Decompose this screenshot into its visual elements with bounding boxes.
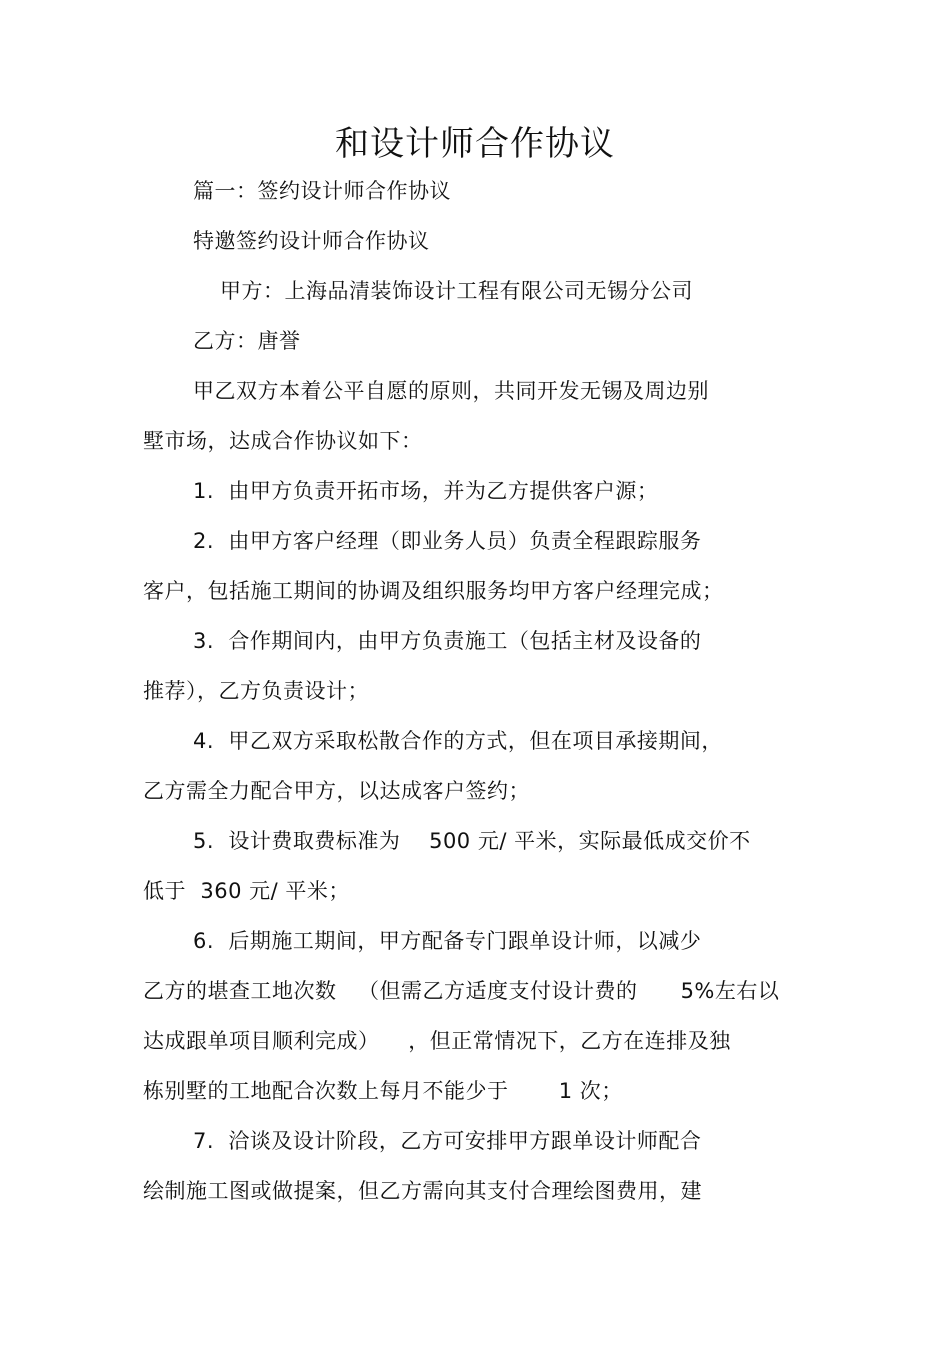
paragraph-line: 墅市场，达成合作协议如下：	[143, 429, 423, 453]
clause-2-line: 2. 由甲方客户经理（即业务人员）负责全程跟踪服务	[193, 529, 702, 553]
party-a-line: 甲方：上海品清装饰设计工程有限公司无锡分公司	[220, 279, 693, 303]
clause-1-line: 1. 由甲方负责开拓市场，并为乙方提供客户源；	[193, 479, 659, 503]
clause-6-line: 栋别墅的工地配合次数上每月不能少于 1 次；	[143, 1079, 623, 1103]
party-b-line: 乙方：唐誉	[193, 329, 301, 353]
clause-5-line: 5. 设计费取费标准为 500 元/ 平米，实际最低成交价不	[193, 829, 751, 853]
section-heading: 篇一：签约设计师合作协议	[193, 179, 451, 203]
clause-4-line: 4. 甲乙双方采取松散合作的方式，但在项目承接期间，	[193, 729, 723, 753]
paragraph-line: 甲乙双方本着公平自愿的原则，共同开发无锡及周边别	[193, 379, 709, 403]
clause-3-line: 3. 合作期间内，由甲方负责施工（包括主材及设备的	[193, 629, 702, 653]
document-title: 和设计师合作协议	[335, 124, 615, 164]
clause-7-line: 绘制施工图或做提案，但乙方需向其支付合理绘图费用，建	[143, 1179, 702, 1203]
clause-6-line: 达成跟单项目顺利完成） ，但正常情况下，乙方在连排及独	[143, 1029, 731, 1053]
clause-5-line: 低于 360 元/ 平米；	[143, 879, 350, 903]
clause-3-line: 推荐），乙方负责设计；	[143, 679, 369, 703]
agreement-subtitle: 特邀签约设计师合作协议	[193, 229, 430, 253]
clause-6-line: 6. 后期施工期间，甲方配备专门跟单设计师，以减少	[193, 929, 702, 953]
clause-6-line: 乙方的堪查工地次数 （但需乙方适度支付设计费的 5%左右以	[143, 979, 780, 1003]
clause-7-line: 7. 洽谈及设计阶段，乙方可安排甲方跟单设计师配合	[193, 1129, 702, 1153]
clause-4-line: 乙方需全力配合甲方，以达成客户签约；	[143, 779, 530, 803]
clause-2-line: 客户，包括施工期间的协调及组织服务均甲方客户经理完成；	[143, 579, 724, 603]
